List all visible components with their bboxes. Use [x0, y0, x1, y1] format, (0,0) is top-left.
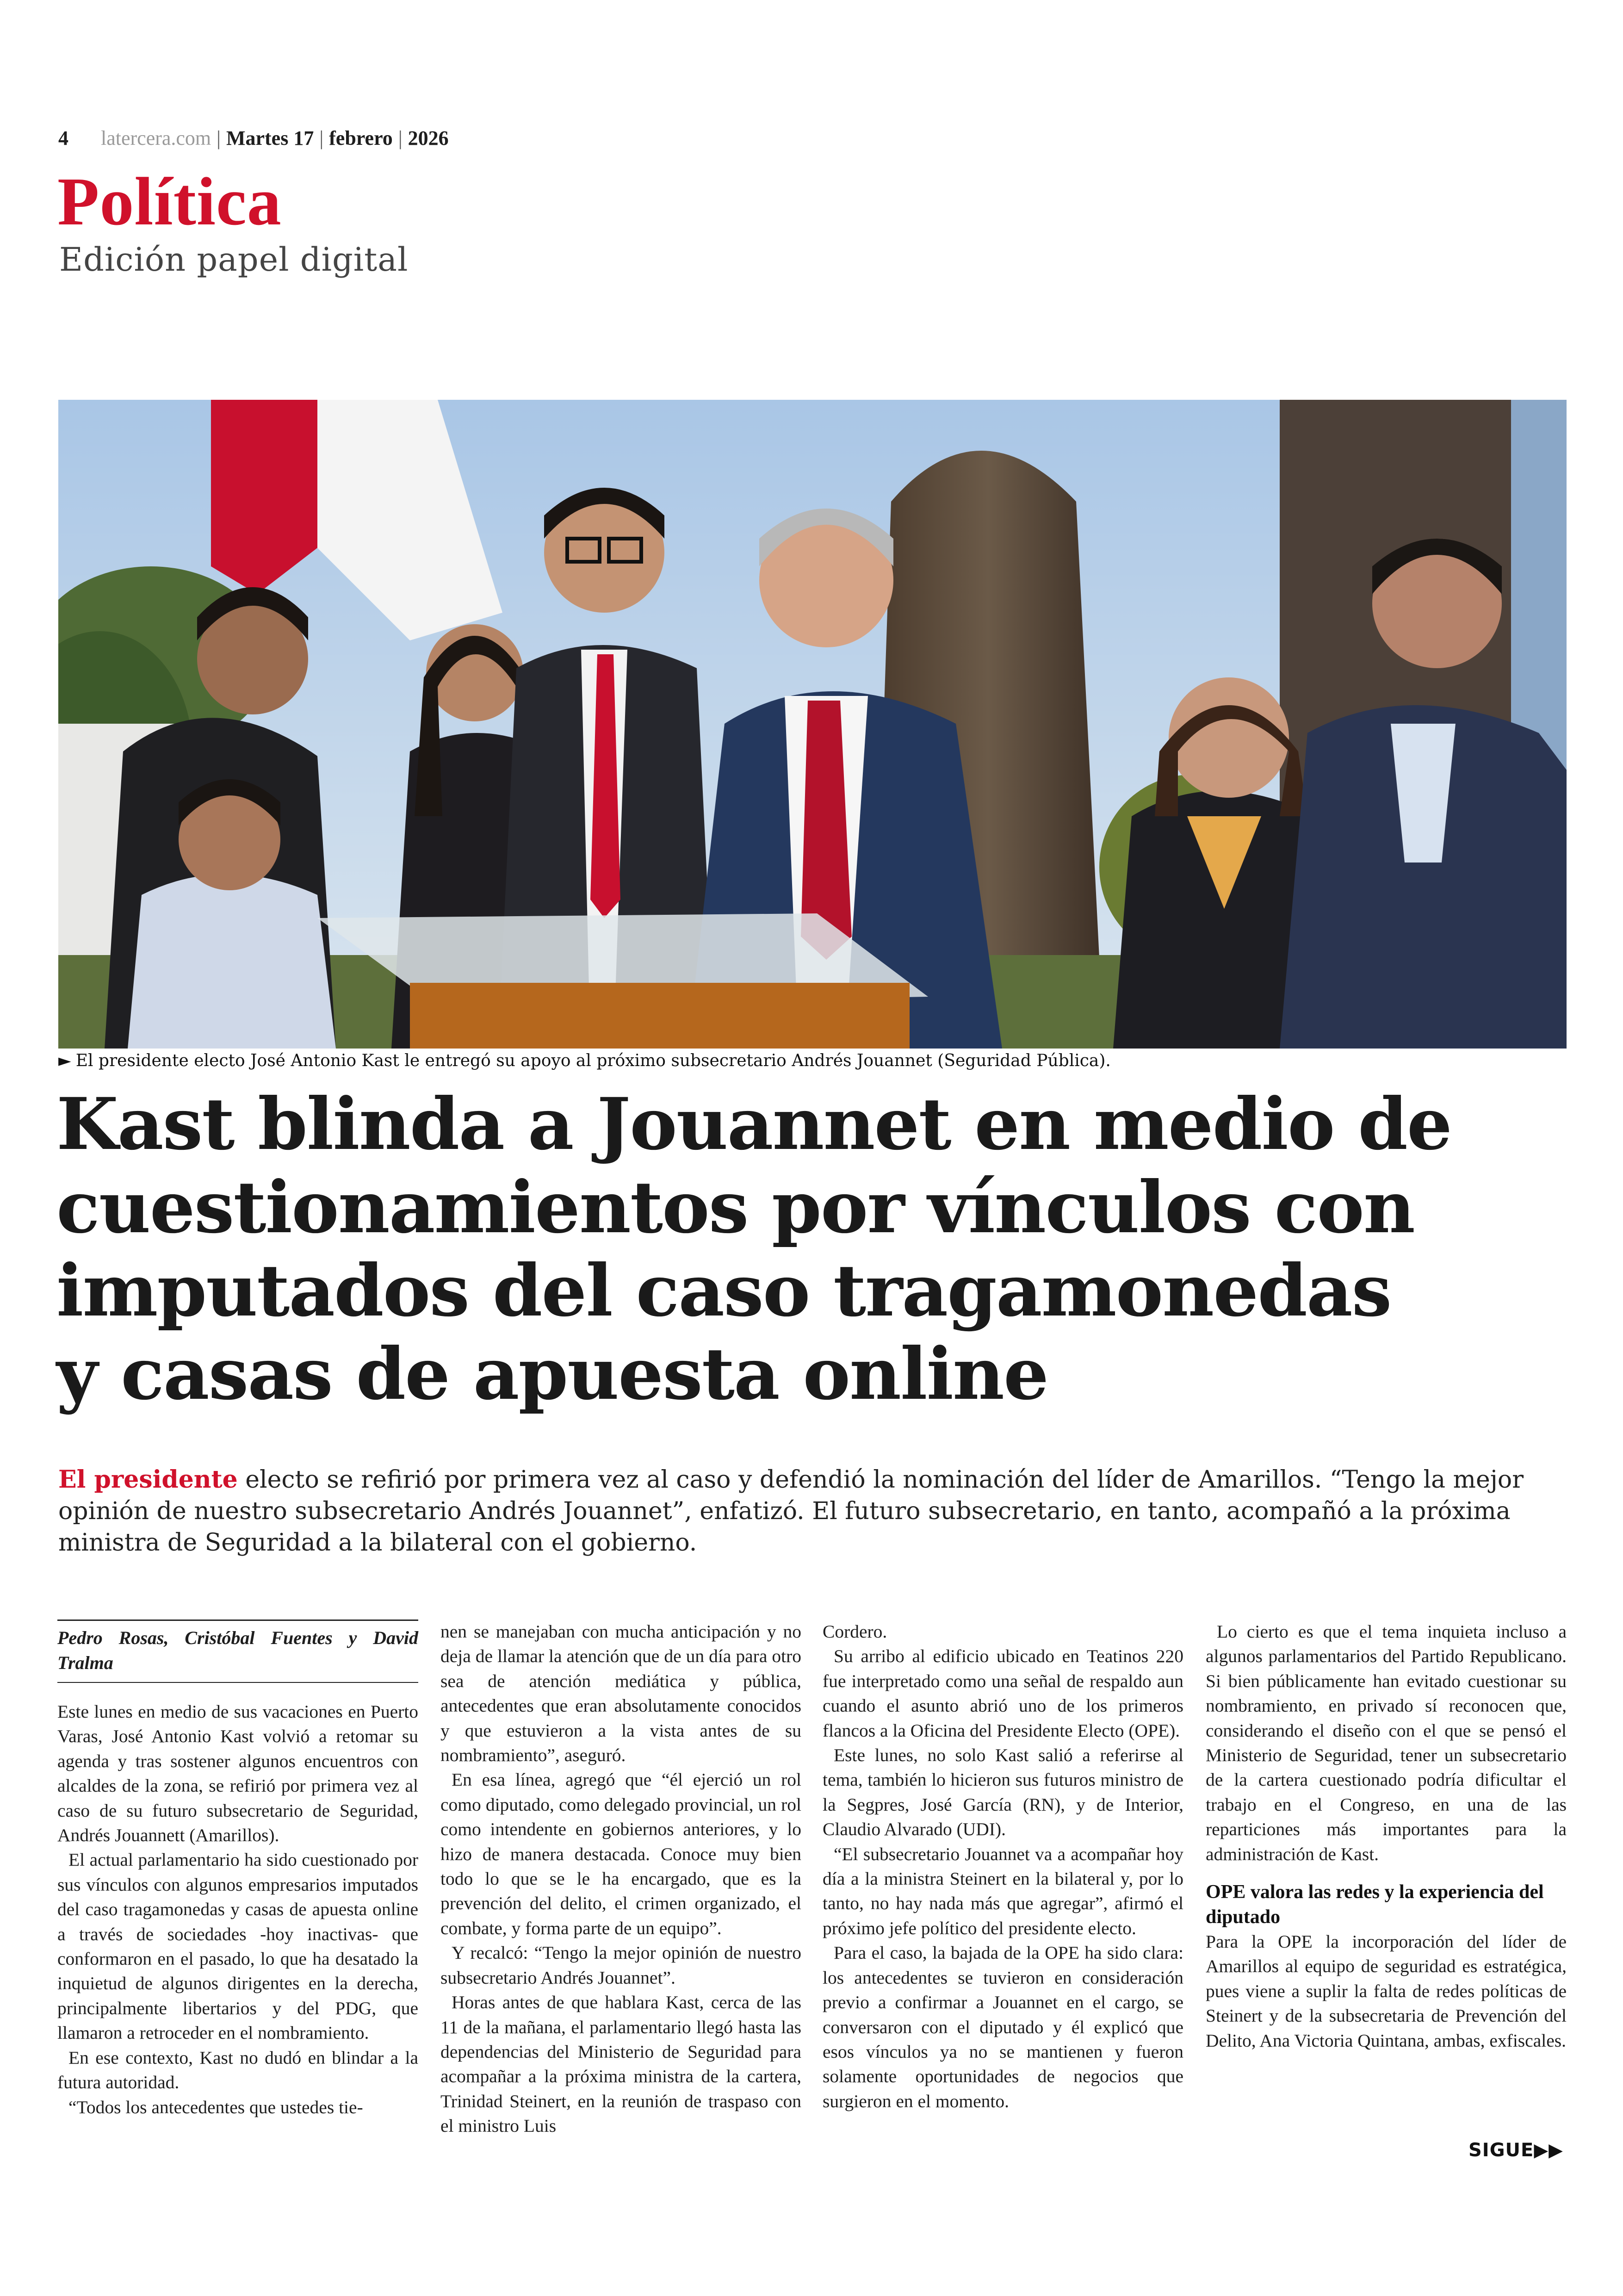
- paragraph: Para la OPE la incorporación del líder de Amarillos al equipo de seguridad es estratégica, pues viene a suplir la falta de redes políticas de Steinert y de la subsecretaria de Prevención del Delito, Ana Victoria Quintana, ambas, exfiscales.: [1206, 1931, 1567, 2051]
- edition-subtitle: Edición papel digital: [59, 241, 409, 279]
- paragraph: En esa línea, agregó que “él ejerció un rol como diputado, como delegado provincial, un rol como intendente en gobiernos anteriores, y lo hizo de manera destacada. Conoce muy bien todo lo que se le ha encargado, que es la prevención del delito, el crimen organizado, el combate, y forma parte de un equipo”.: [440, 1769, 801, 1938]
- paragraph: Para el caso, la bajada de la OPE ha sido clara: los antecedentes se tuvieron en consideración previo a confirmar a Jouannet en el cargo, se conversaron con el diputado y él explicó que esos vínculos ya no se mantienen y fueron solamente oportunidades de negocios que surgieron en el momento.: [823, 1942, 1183, 2111]
- paragraph: “Todos los antecedentes que ustedes tie-: [68, 2097, 363, 2117]
- paragraph: El actual parlamentario ha sido cuestionado por sus vínculos con algunos empresarios imputados del caso tragamonedas y casas de apuesta online a través de sociedades -hoy inactivas- que conformaron en el pasado, lo que ha desatado la inquietud de algunos dirigentes en la derecha, principalmente libertarios y del PDG, que llamaron a retroceder en el nombramiento.: [57, 1849, 418, 2043]
- paragraph: Este lunes en medio de sus vacaciones en Puerto Varas, José Antonio Kast volvió a retomar su agenda y tras sostener algunos encuentros con alcaldes de la zona, se refirió por primera vez al caso de su futuro subsecretario de Seguridad, Andrés Jouannett (Amarillos).: [57, 1701, 418, 1846]
- article-column-2: [440, 1620, 801, 2139]
- headline-line: imputados del caso tragamonedas: [56, 1249, 1391, 1333]
- separator: |: [398, 126, 403, 149]
- article-photo: [58, 400, 1567, 1049]
- photo-caption: [58, 1051, 1567, 1070]
- article-column-3: [823, 1620, 1183, 2114]
- paragraph: Su arribo al edificio ubicado en Teatinos 220 fue interpretado como una señal de respaldo aun cuando el asunto abrió uno de los primeros flancos a la Oficina del Presidente Electo (OPE).: [823, 1646, 1183, 1741]
- subheading: OPE valora las redes y la experiencia del diputado: [1206, 1881, 1544, 1928]
- caption-arrow-icon: ►: [58, 1051, 71, 1070]
- caption-text: El presidente electo José Antonio Kast le entregó su apoyo al próximo subsecretario Andrés Jouannet (Seguridad Pública).: [75, 1051, 1111, 1070]
- paragraph: nen se manejaban con mucha anticipación y no deja de llamar la atención que de un día para otro sea de atención mediática y pública, antecedentes que eran absolutamente conocidos y que estuvieron a la vista antes de su nombramiento”, aseguró.: [440, 1621, 801, 1766]
- page-number: 4: [58, 126, 68, 149]
- date-day: Martes 17: [226, 126, 314, 149]
- article-column-1: [57, 1620, 418, 2120]
- continue-label: SIGUE: [1468, 2140, 1534, 2161]
- lead-rest: electo se refirió por primera vez al caso y defendió la nominación del líder de Amarillos. “Tengo la mejor opinión de nuestro subsecretario Andrés Jouannet”, enfatizó. El futuro subsecretario, en tanto, acompañó a la próxima ministra de Seguridad a la bilateral con el gobierno.: [58, 1466, 1524, 1557]
- lead-paragraph: [58, 1464, 1557, 1558]
- headline-line: Kast blinda a Jouannet en medio de: [56, 1082, 1451, 1166]
- double-arrow-icon: ▶▶: [1534, 2140, 1563, 2161]
- paragraph: Horas antes de que hablara Kast, cerca de las 11 de la mañana, el parlamentario llegó hasta las dependencias del Ministerio de Seguridad para acompañar a la próxima ministra de la cartera, Trinidad Steinert, en la reunión de traspaso con el ministro Luis: [440, 1992, 801, 2136]
- paragraph: Cordero.: [823, 1621, 887, 1642]
- continue-link[interactable]: [1468, 2140, 1563, 2161]
- separator: |: [217, 126, 221, 149]
- headline-line: cuestionamientos por vínculos con: [56, 1166, 1414, 1249]
- date-year: 2026: [408, 126, 449, 149]
- date-month: febrero: [329, 126, 393, 149]
- paragraph: Y recalcó: “Tengo la mejor opinión de nuestro subsecretario Andrés Jouannet”.: [440, 1942, 801, 1988]
- paragraph: En ese contexto, Kast no dudó en blindar a la futura autoridad.: [57, 2047, 418, 2093]
- paragraph: Lo cierto es que el tema inquieta incluso a algunos parlamentarios del Partido Republicano. Si bien públicamente han evitado cuestionar su nombramiento, en privado sí reconocen que, considerando el diseño con el que se pensó el Ministerio de Seguridad, tener un subsecretario de la cartera cuestionado podría dificultar el trabajo en el Congreso, en una de las reparticiones más importantes para la administración de Kast.: [1206, 1621, 1567, 1864]
- separator: |: [319, 126, 324, 149]
- article-column-4: [1206, 1620, 1567, 2053]
- byline: Pedro Rosas, Cristóbal Fuentes y David Tralma: [57, 1620, 418, 1683]
- paragraph: Este lunes, no solo Kast salió a referirse al tema, también lo hicieron sus futuros ministro de la Segpres, José García (RN), y de Interior, Claudio Alvarado (UDI).: [823, 1745, 1183, 1840]
- headline-line: y casas de apuesta online: [56, 1332, 1048, 1416]
- paragraph: “El subsecretario Jouannet va a acompañar hoy día a la ministra Steinert en la bilateral y, por lo tanto, no hay nada más que agregar”, afirmó el próximo jefe político del presidente electo.: [823, 1843, 1183, 1938]
- site-name[interactable]: latercera.com: [101, 126, 211, 149]
- lead-first-words: El presidente: [58, 1465, 238, 1494]
- headline: [56, 1083, 1537, 1416]
- section-title: Política: [57, 164, 282, 240]
- page-header: [58, 124, 449, 152]
